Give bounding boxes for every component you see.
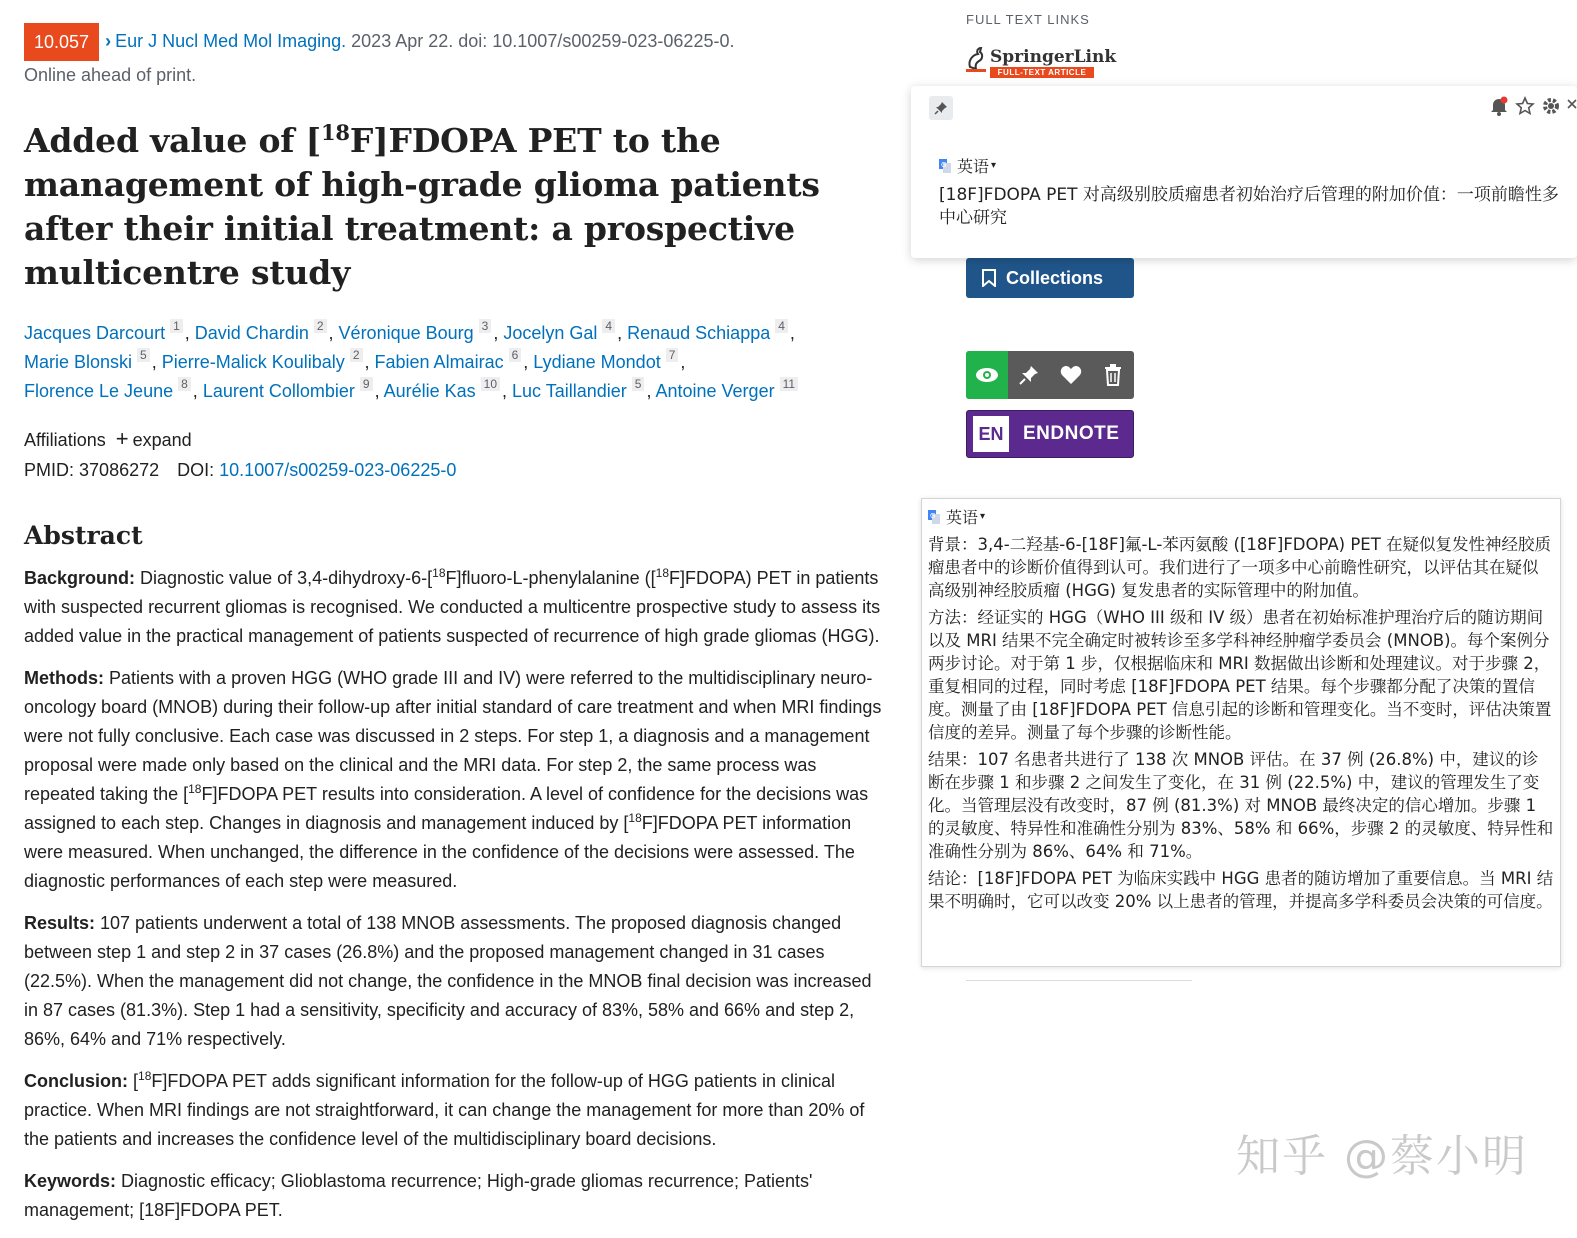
endnote-button[interactable] xyxy=(966,410,1134,458)
abstract-methods xyxy=(24,664,884,896)
abstract-keywords xyxy=(24,1167,884,1225)
doi-label: DOI: xyxy=(177,460,215,481)
endnote-logo: EN xyxy=(973,416,1009,452)
affiliation-number[interactable]: 2 xyxy=(350,348,363,362)
author-link[interactable]: Jocelyn Gal xyxy=(503,323,598,344)
methods-text: F]FDOPA PET information were measured. When unchanged, the difference in the confidence of the decisions were assessed. The diagnostic performances of each step were measured. xyxy=(24,813,855,892)
author-list: Jacques Darcourt 1 , David Chardin 2 , Véronique Bourg 3 , Jocelyn Gal 4 , Renaud Schiappa 4 , Marie Blonski 5 , Pierre-Malick Koulibaly 2 , Fabien Almairac 6 , Lydiane Mondot 7 , Florence Le Jeune 8 , Laurent Collombier 9 , Aurélie Kas 10 , Luc Taillandier 5 , Antoine Verger 11 xyxy=(24,319,884,406)
background-text: F]FDOPA) PET in patients with suspected recurrent gliomas is recognised. We conducted a multicentre prospective study to assess its added value in the practical management of patients suspected of recurrence of high grade gliomas (HGG). xyxy=(24,568,881,647)
doi-link[interactable]: 10.1007/s00259-023-06225-0 xyxy=(219,460,457,481)
article-column xyxy=(24,22,884,1238)
caret-down-icon: ▾ xyxy=(980,511,986,522)
author-link[interactable]: Lydiane Mondot xyxy=(533,352,661,373)
affiliation-number[interactable]: 4 xyxy=(602,319,615,333)
author-link[interactable]: Florence Le Jeune xyxy=(24,381,174,402)
results-text: 107 patients underwent a total of 138 MNOB assessments. The proposed diagnosis changed between step 1 and step 2 in 37 cases (26.8%) and the proposed management changed in 31 cases (22.5%). When the management did not change, the confidence in the MNOB final decision was increased in 87 cases (81.3%). Step 1 had a sensitivity, specificity and accuracy of 83%, 58% and 66% and step 2, 86%, 64% and 71% respectively. xyxy=(24,913,872,1050)
full-text-links-heading: FULL TEXT LINKS xyxy=(966,12,1090,27)
identifiers-row xyxy=(24,455,884,485)
affiliation-number[interactable]: 8 xyxy=(178,377,191,391)
superscript: 18 xyxy=(628,811,642,826)
conclusion-text: [ xyxy=(128,1071,139,1092)
author-link[interactable]: Fabien Almairac xyxy=(374,352,504,373)
methods-text: F]FDOPA PET results into consideration. A level of confidence for the decisions was assigned to each step. Changes in diagnosis and management induced by [ xyxy=(24,784,869,834)
watermark: 知乎 @蔡小明 xyxy=(1236,1131,1528,1182)
abstract-heading: Abstract xyxy=(24,521,143,551)
background-text: Diagnostic value of 3,4-dihydroxy-6-[ xyxy=(135,568,433,589)
collections-label: Collections xyxy=(1006,267,1104,288)
author-link[interactable]: Luc Taillandier xyxy=(512,381,627,402)
endnote-label: ENDNOTE xyxy=(1023,423,1120,444)
popup-actions xyxy=(1489,96,1577,116)
heart-icon xyxy=(1060,365,1082,385)
affiliations-label: Affiliations xyxy=(24,430,106,451)
author-link[interactable]: Véronique Bourg xyxy=(338,323,474,344)
language-label: 英语 xyxy=(957,159,990,176)
translated-results: 结果：107 名患者共进行了 138 次 MNOB 评估。在 37 例 (26.8%) 中，建议的诊断在步骤 1 和步骤 2 之间发生了变化，在 31 例 (22.5%) 中，建议的管理发生了变化。当管理层没有改变时，87 例 (81.3%) 对 MNOB 最终决定的信心增加。步骤 1 的灵敏度、特异性和准确性分别为 83%、58% 和 66%，步骤 2 的灵敏度、特异性和准确性分别为 86%、64% 和 71%。 xyxy=(928,750,1554,861)
affiliation-number[interactable]: 5 xyxy=(632,377,645,391)
springer-horse-icon xyxy=(966,45,986,73)
publication-status: Online ahead of print. xyxy=(24,65,197,86)
eye-button[interactable] xyxy=(966,351,1008,399)
svg-text:G: G xyxy=(941,160,947,169)
trash-icon xyxy=(1104,364,1122,386)
conclusion-label: Conclusion: xyxy=(24,1071,128,1092)
author-link[interactable]: Renaud Schiappa xyxy=(627,323,771,344)
superscript: 18 xyxy=(138,1069,152,1084)
citation-line xyxy=(24,22,884,61)
translation-popup xyxy=(911,86,1577,258)
abstract-background xyxy=(24,564,884,651)
affiliations-row xyxy=(24,424,884,455)
pin-icon xyxy=(934,101,948,115)
collections-button[interactable] xyxy=(966,258,1134,298)
superscript: 18 xyxy=(188,782,202,797)
article-title xyxy=(24,111,884,295)
delete-button[interactable] xyxy=(1092,351,1134,399)
abstract-body xyxy=(24,564,884,1225)
author-link[interactable]: Laurent Collombier xyxy=(202,381,355,402)
abstract-results xyxy=(24,909,884,1054)
affiliation-number[interactable]: 4 xyxy=(775,319,788,333)
author-link[interactable]: Jacques Darcourt xyxy=(24,323,166,344)
translated-abstract xyxy=(928,533,1554,917)
affiliation-number[interactable]: 1 xyxy=(170,319,183,333)
language-dropdown[interactable] xyxy=(928,505,985,528)
caret-down-icon: ▾ xyxy=(991,160,997,171)
star-icon[interactable] xyxy=(1515,96,1535,116)
language-label: 英语 xyxy=(946,510,979,527)
affiliation-number[interactable]: 10 xyxy=(481,377,500,391)
close-icon[interactable] xyxy=(1567,96,1577,116)
superscript: 18 xyxy=(655,566,669,581)
divider xyxy=(966,980,1192,981)
springer-name: SpringerLink xyxy=(990,47,1117,67)
language-dropdown[interactable] xyxy=(939,154,996,177)
pin-button[interactable] xyxy=(1008,351,1050,399)
expand-affiliations-button[interactable]: expand xyxy=(132,430,192,451)
background-text: F]fluoro-L-phenylalanine ([ xyxy=(445,568,656,589)
translated-methods: 方法：经证实的 HGG（WHO III 级和 IV 级）患者在初始标准护理治疗后的随访期间以及 MRI 结果不完全确定时被转诊至多学科神经肿瘤学委员会 (MNOB)。每个案例分两步讨论。对于第 1 步，仅根据临床和 MRI 数据做出诊断和处理建议。对于步骤 2，重复相同的过程，同时考虑 [18F]FDOPA PET 结果。每个步骤都分配了决策的置信度。测量了由 [18F]FDOPA PET 信息引起的诊断和管理变化。当不变时，评估决策置信度的差异。测量了每个步骤的诊断性能。 xyxy=(928,608,1552,742)
pmid-label: PMID: xyxy=(24,460,75,481)
impact-factor-badge[interactable]: 10.057 xyxy=(24,23,99,61)
affiliation-number[interactable]: 7 xyxy=(666,348,679,362)
background-label: Background: xyxy=(24,568,136,589)
author-link[interactable]: Antoine Verger xyxy=(655,381,775,402)
author-link[interactable]: Pierre-Malick Koulibaly xyxy=(161,352,345,373)
gear-icon[interactable] xyxy=(1541,96,1561,116)
affiliation-number[interactable]: 11 xyxy=(780,377,798,391)
affiliation-number[interactable]: 5 xyxy=(137,348,150,362)
journal-link[interactable]: Eur J Nucl Med Mol Imaging. xyxy=(115,31,347,51)
pmid-value: 37086272 xyxy=(79,460,160,481)
affiliation-number[interactable]: 9 xyxy=(360,377,373,391)
google-translate-icon xyxy=(928,510,940,524)
methods-text: Patients with a proven HGG (WHO grade III and IV) were referred to the multidisciplinary neuro-oncology board (MNOB) during their follow-up after initial standard of care treatment and when MRI findings were not fully conclusive. Each case was discussed in 2 steps. For step 1, a diagnosis and a management proposal were made only based on the clinical and the MRI data. For step 2, the same process was repeated taking the [ xyxy=(24,668,882,805)
affiliation-number[interactable]: 2 xyxy=(314,319,327,333)
favorite-button[interactable] xyxy=(1050,351,1092,399)
title-text-2: F]FDOPA PET to the management of high-grade glioma patients after their initial treatment: a prospective multicentre study xyxy=(24,121,820,293)
methods-label: Methods: xyxy=(24,668,104,689)
eye-icon xyxy=(975,367,999,383)
keywords-text: Diagnostic efficacy; Glioblastoma recurrence; High-grade gliomas recurrence; Patients' management; [18F]FDOPA PET. xyxy=(24,1171,813,1221)
author-link[interactable]: Marie Blonski xyxy=(24,352,133,373)
conclusion-text: F]FDOPA PET adds significant information for the follow-up of HGG patients in clinical practice. When MRI findings are not straightforward, it can change the management for more than 20% of the patients and increases the confidence level of the multidisciplinary board decisions. xyxy=(24,1071,865,1150)
title-superscript: 18 xyxy=(321,120,350,146)
svg-text:G: G xyxy=(930,511,936,520)
translated-conclusion: 结论：[18F]FDOPA PET 为临床实践中 HGG 患者的随访增加了重要信息。当 MRI 结果不明确时，它可以改变 20% 以上患者的管理，并提高多学科委员会决策的可信度。 xyxy=(928,869,1554,911)
author-link[interactable]: Aurélie Kas xyxy=(383,381,476,402)
affiliation-number[interactable]: 6 xyxy=(509,348,522,362)
translated-title: [18F]FDOPA PET 对高级别胶质瘤患者初始治疗后管理的附加价值：一项前瞻性多中心研究 xyxy=(939,185,1559,228)
reference-manager-toolbar xyxy=(966,351,1134,399)
translated-background: 背景：3,4-二羟基-6-[18F]氟-L-苯丙氨酸 ([18F]FDOPA) PET 在疑似复发性神经胶质瘤患者中的诊断价值得到认可。我们进行了一项多中心前瞻性研究，以评估其在疑似高级别神经胶质瘤 (HGG) 复发患者的实际管理中的附加值。 xyxy=(928,535,1552,600)
google-translate-icon xyxy=(939,159,951,173)
affiliation-number[interactable]: 3 xyxy=(479,319,492,333)
chevron-right-icon: › xyxy=(105,31,112,51)
springerlink-button[interactable] xyxy=(966,45,1117,79)
citation-date-doi: 2023 Apr 22. doi: 10.1007/s00259-023-06225-0. xyxy=(346,31,735,51)
keywords-label: Keywords: xyxy=(24,1171,117,1192)
bookmark-icon xyxy=(982,269,996,287)
pin-popup-button[interactable] xyxy=(929,96,953,120)
pin-icon xyxy=(1018,364,1040,386)
plus-icon[interactable]: + xyxy=(115,426,129,452)
translation-panel xyxy=(921,498,1561,967)
results-label: Results: xyxy=(24,913,96,934)
springer-tag: FULL-TEXT ARTICLE xyxy=(990,67,1094,78)
bell-icon[interactable] xyxy=(1489,96,1509,116)
title-text-1: Added value of [ xyxy=(24,121,321,161)
superscript: 18 xyxy=(432,566,446,581)
author-link[interactable]: David Chardin xyxy=(194,323,309,344)
abstract-conclusion xyxy=(24,1067,884,1154)
